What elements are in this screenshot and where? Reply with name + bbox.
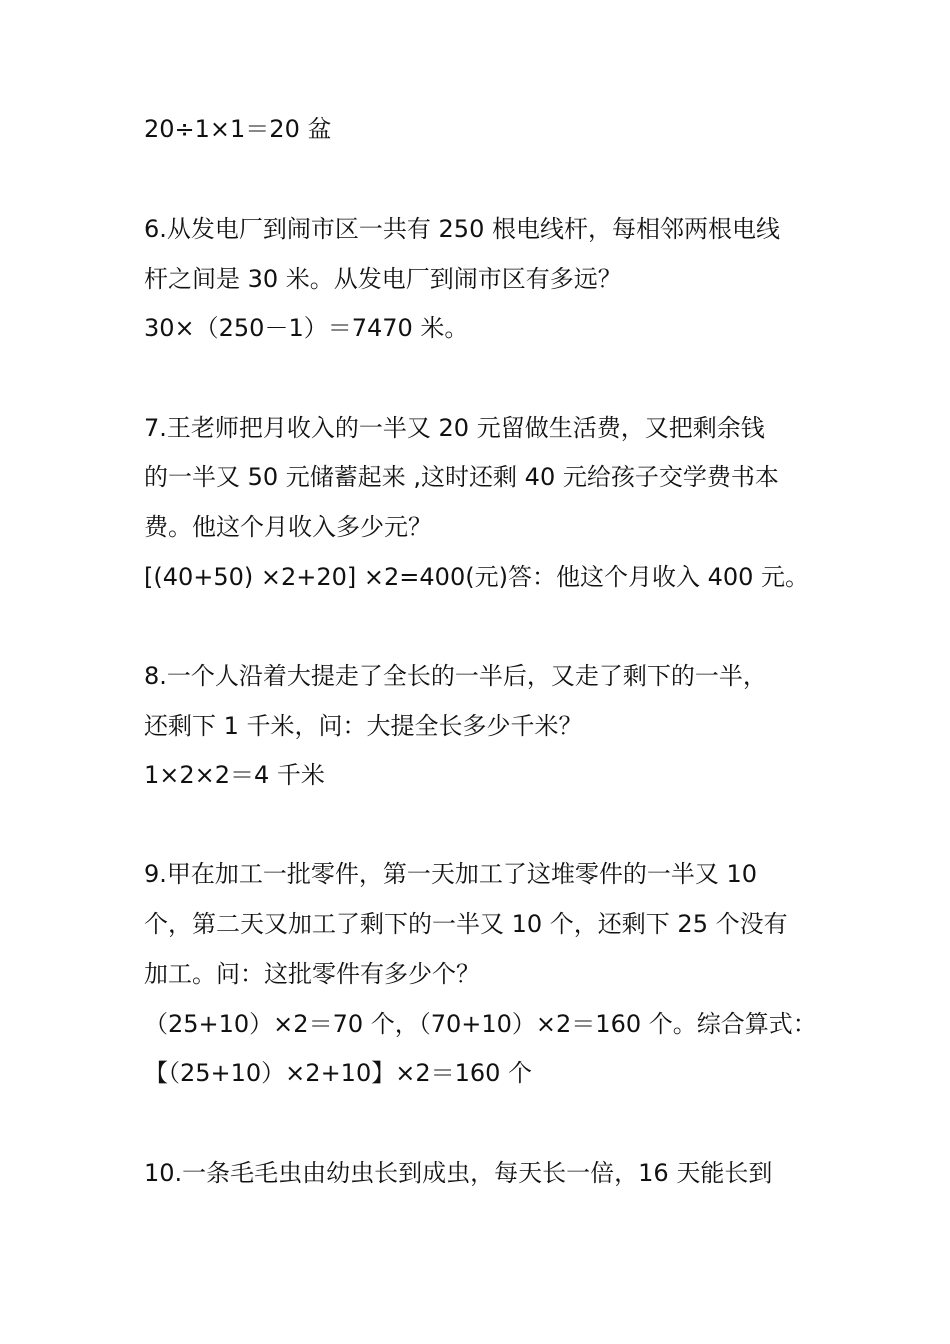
answer-line-q5: 20÷1×1＝20 盆: [144, 115, 332, 143]
question-7-line-2: 的一半又 50 元储蓄起来 ,这时还剩 40 元给孩子交学费书本: [144, 463, 779, 491]
question-7-line-3: 费。他这个月收入多少元？: [144, 513, 432, 541]
question-6-line-2: 杆之间是 30 米。从发电厂到闹市区有多远？: [144, 265, 622, 293]
question-8-line-2: 还剩下 1 千米，问：大提全长多少千米？: [144, 712, 583, 740]
question-10-line-1: 10.一条毛毛虫由幼虫长到成虫，每天长一倍，16 天能长到: [144, 1159, 773, 1187]
question-9-line-3: 加工。问：这批零件有多少个？: [144, 960, 480, 988]
question-8-line-1: 8.一个人沿着大提走了全长的一半后，又走了剩下的一半，: [144, 662, 767, 690]
answer-line-q7: [(40+50) ×2+20] ×2=400(元)答：他这个月收入 400 元。: [144, 563, 810, 591]
answer-line-q8: 1×2×2＝4 千米: [144, 761, 325, 789]
answer-line-q9-2: 【（25+10）×2+10】×2＝160 个: [144, 1059, 533, 1087]
question-7-line-1: 7.王老师把月收入的一半又 20 元留做生活费，又把剩余钱: [144, 414, 765, 442]
question-6-line-1: 6.从发电厂到闹市区一共有 250 根电线杆，每相邻两根电线: [144, 215, 780, 243]
answer-line-q9-1: （25+10）×2＝70 个，（70+10）×2＝160 个。综合算式：: [144, 1010, 817, 1038]
answer-line-q6: 30×（250－1）＝7470 米。: [144, 314, 469, 342]
question-9-line-1: 9.甲在加工一批零件，第一天加工了这堆零件的一半又 10: [144, 860, 758, 888]
question-9-line-2: 个，第二天又加工了剩下的一半又 10 个，还剩下 25 个没有: [144, 910, 788, 938]
